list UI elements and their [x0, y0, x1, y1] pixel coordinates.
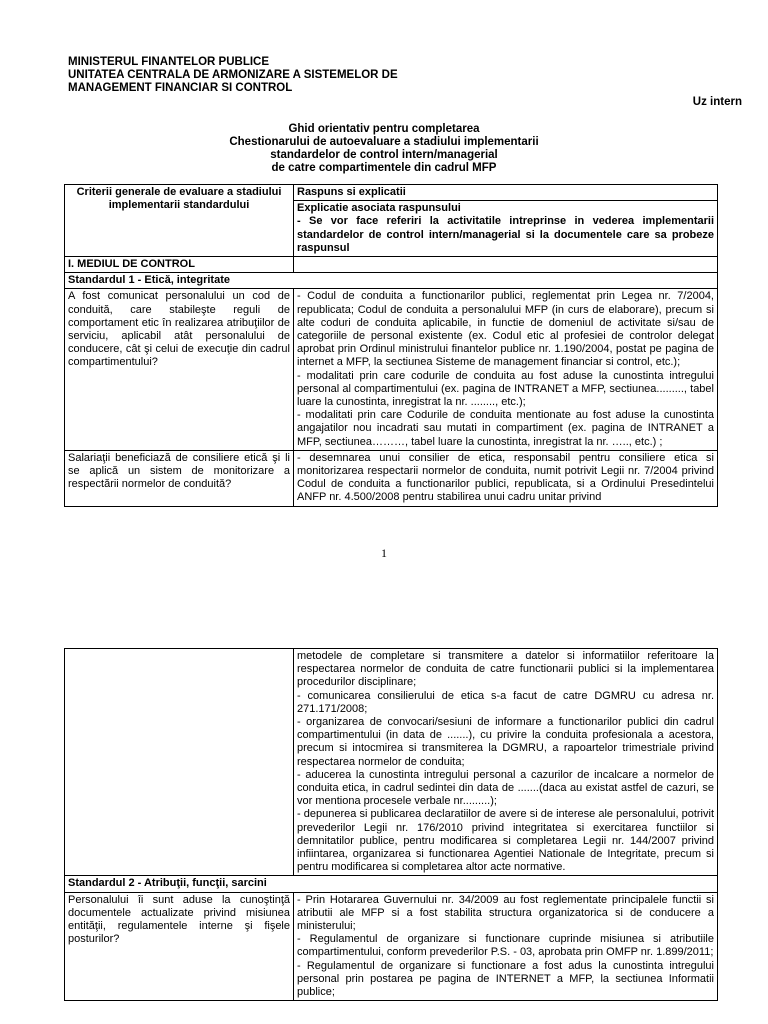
criterion-question-3: Personalului îi sunt aduse la cunoştinţă documentele actualizate privind misiunea entităţii, regulamentele interne şi fişele posturilor?: [65, 892, 294, 1001]
answer-explanation-title: Explicatie asociata raspunsului: [297, 202, 461, 215]
answer-2-item: - aducerea la cunostinta intregului personal a cazurilor de incalcare a normelor de conduita etica, in cadrul sedintei din data de .......(daca au existat astfel de cazuri, se vor mentiona procesele verbale nr.........);: [297, 768, 714, 808]
title-line-3: standardelor de control intern/managerial: [270, 149, 498, 161]
table-row: [65, 450, 718, 506]
section-empty-cell: [294, 257, 718, 273]
table-row: [65, 289, 718, 450]
answer-explanation-header: [294, 201, 718, 257]
criterion-question-1: A fost comunicat personalului un cod de conduită, care stabileşte reguli de comportament etic în realizarea atribuţiilor de serviciu, aplicabil atât personalului de conducere, cât şi celui de execuţie din cadrul compartimentului?: [65, 289, 294, 450]
answer-1-item: - modalitati prin care Codurile de conduita mentionate au fost aduse la cunostinta angajatilor nou incadrati sau mutati in compartiment (ex. pagina de INTRANET a MFP, sectiunea………, tabel luare la cunostinta, inregistrat la nr. ….., etc.) ;: [297, 409, 714, 448]
document-title: [0, 123, 768, 175]
page-number: 1: [381, 546, 387, 560]
section-row: [65, 257, 718, 273]
standard-row: [65, 273, 718, 289]
section-title: I. MEDIUL DE CONTROL: [65, 257, 294, 273]
standard-2-title: Standardul 2 - Atribuţii, funcţii, sarcini: [65, 876, 718, 892]
criterion-question-2-continued: [65, 649, 294, 876]
standard-row: [65, 876, 718, 892]
institution-header: [68, 56, 398, 95]
answer-3-item: - Regulamentul de organizare si functionare cuprinde misiunea si atributiile compartimentului, conform prevederilor P.S. - 03, aprobata prin OMFP nr. 1.899/2011;: [297, 933, 714, 959]
answer-explanation-note: - Se vor face referiri la activitatile intreprinse in vederea implementarii standardelor de control intern/managerial si la documentele care sa probeze raspunsul: [297, 215, 714, 254]
evaluation-table-part-1: [64, 184, 718, 507]
standard-1-title: Standardul 1 - Etică, integritate: [65, 273, 718, 289]
document-page-2: [0, 644, 768, 1024]
criterion-answer-1: [294, 289, 718, 450]
evaluation-table-part-2: [64, 648, 718, 1001]
criterion-answer-2: - desemnarea unui consilier de etica, responsabil pentru consiliere etica si monitorizarea respectarii normelor de conduita, numit potrivit Legii nr. 7/2004 privind Codul de conduita a functionarilor publici, republicata, si a Ordinului Presedintelui ANFP nr. 4.500/2008 pentru stabilirea unui cadru unitar privind: [294, 450, 718, 506]
criterion-answer-3: [294, 892, 718, 1001]
table-row: [65, 649, 718, 876]
answer-1-item: - Codul de conduita a functionarilor publici, reglementat prin Legea nr. 7/2004, republicata; Codul de conduita a personalului MFP (in curs de elaborare), precum si alte coduri de conduita aplicabile, in functie de domeniul de activitate si/sau de categoriile de personal existente (ex. Codul etic al profesiei de controlor delegat aprobat prin Ordinul ministrului finantelor publice nr. 1.190/2004, postat pe pagina de internet a MFP, la sectiunea Sisteme de management financiar si control, etc.);: [297, 290, 714, 369]
criterion-question-2: Salariaţii beneficiază de consiliere etică şi li se aplică un sistem de monitorizare a respectării normelor de conduită?: [65, 450, 294, 506]
criterion-answer-2-continued: [294, 649, 718, 876]
column-header-criteria: Criterii generale de evaluare a stadiului implementarii standardului: [65, 185, 294, 257]
table-row: [65, 892, 718, 1001]
answer-3-item: - Regulamentul de organizare si functionare a fost adus la cunostinta intregului personal prin postarea pe pagina de INTERNET a MFP, la sectiunea Informatii publice;: [297, 959, 714, 999]
institution-line-2: UNITATEA CENTRALA DE ARMONIZARE A SISTEMELOR DE: [68, 69, 398, 81]
answer-2-item: - organizarea de convocari/sesiuni de informare a functionarilor publici din cadrul compartimentului (in data de .......), cu privire la conduita profesionala a acestora, precum si intocmirea si transmiterea la DGMRU, a rapoartelor trimestriale privind respectarea normelor de conduita;: [297, 716, 714, 768]
classification-label: Uz intern: [692, 96, 742, 108]
title-line-1: Ghid orientativ pentru completarea: [288, 123, 480, 135]
title-line-2: Chestionarului de autoevaluare a stadiului implementarii: [229, 136, 539, 148]
answer-2-item: metodele de completare si transmitere a datelor si informatiilor referitoare la respectarea normelor de conduita de catre functionarii publici si la implementarea procedurilor disciplinare;: [297, 650, 714, 689]
answer-2-item: - comunicarea consilierului de etica s-a facut de catre DGMRU cu adresa nr. 271.171/2008;: [297, 689, 714, 715]
institution-line-3: MANAGEMENT FINANCIAR SI CONTROL: [68, 82, 293, 94]
answer-3-item: - Prin Hotararea Guvernului nr. 34/2009 au fost reglementate principalele functii si atributii ale MFP si a fost stabilita structura organizatorica si de conducere a ministerului;: [297, 893, 714, 933]
title-line-4: de catre compartimentele din cadrul MFP: [271, 162, 497, 174]
page-gap: [0, 580, 768, 644]
column-header-answers: Raspuns si explicatii: [294, 185, 718, 201]
table-header-row: [65, 185, 718, 201]
answer-1-item: - modalitati prin care codurile de conduita au fost aduse la cunostinta intregului personal al compartimentului (ex. pagina de INTRANET a MFP, sectiunea........., tabel luare la cunostinta, inregistrat la nr. ........, etc.);: [297, 369, 714, 409]
institution-line-1: MINISTERUL FINANTELOR PUBLICE: [68, 56, 270, 68]
answer-2-item: - depunerea si publicarea declaratiilor de avere si de interese ale personalului, potrivit prevederilor Legii nr. 176/2010 privind integritatea si exercitarea functiilor si demnitatilor publice, pentru modificarea si completarea Legii nr. 144/2007 privind infiintarea, organizarea si functionarea Agentiei Nationale de Integritate, precum si pentru modificarea si completarea altor acte normative.: [297, 808, 714, 874]
